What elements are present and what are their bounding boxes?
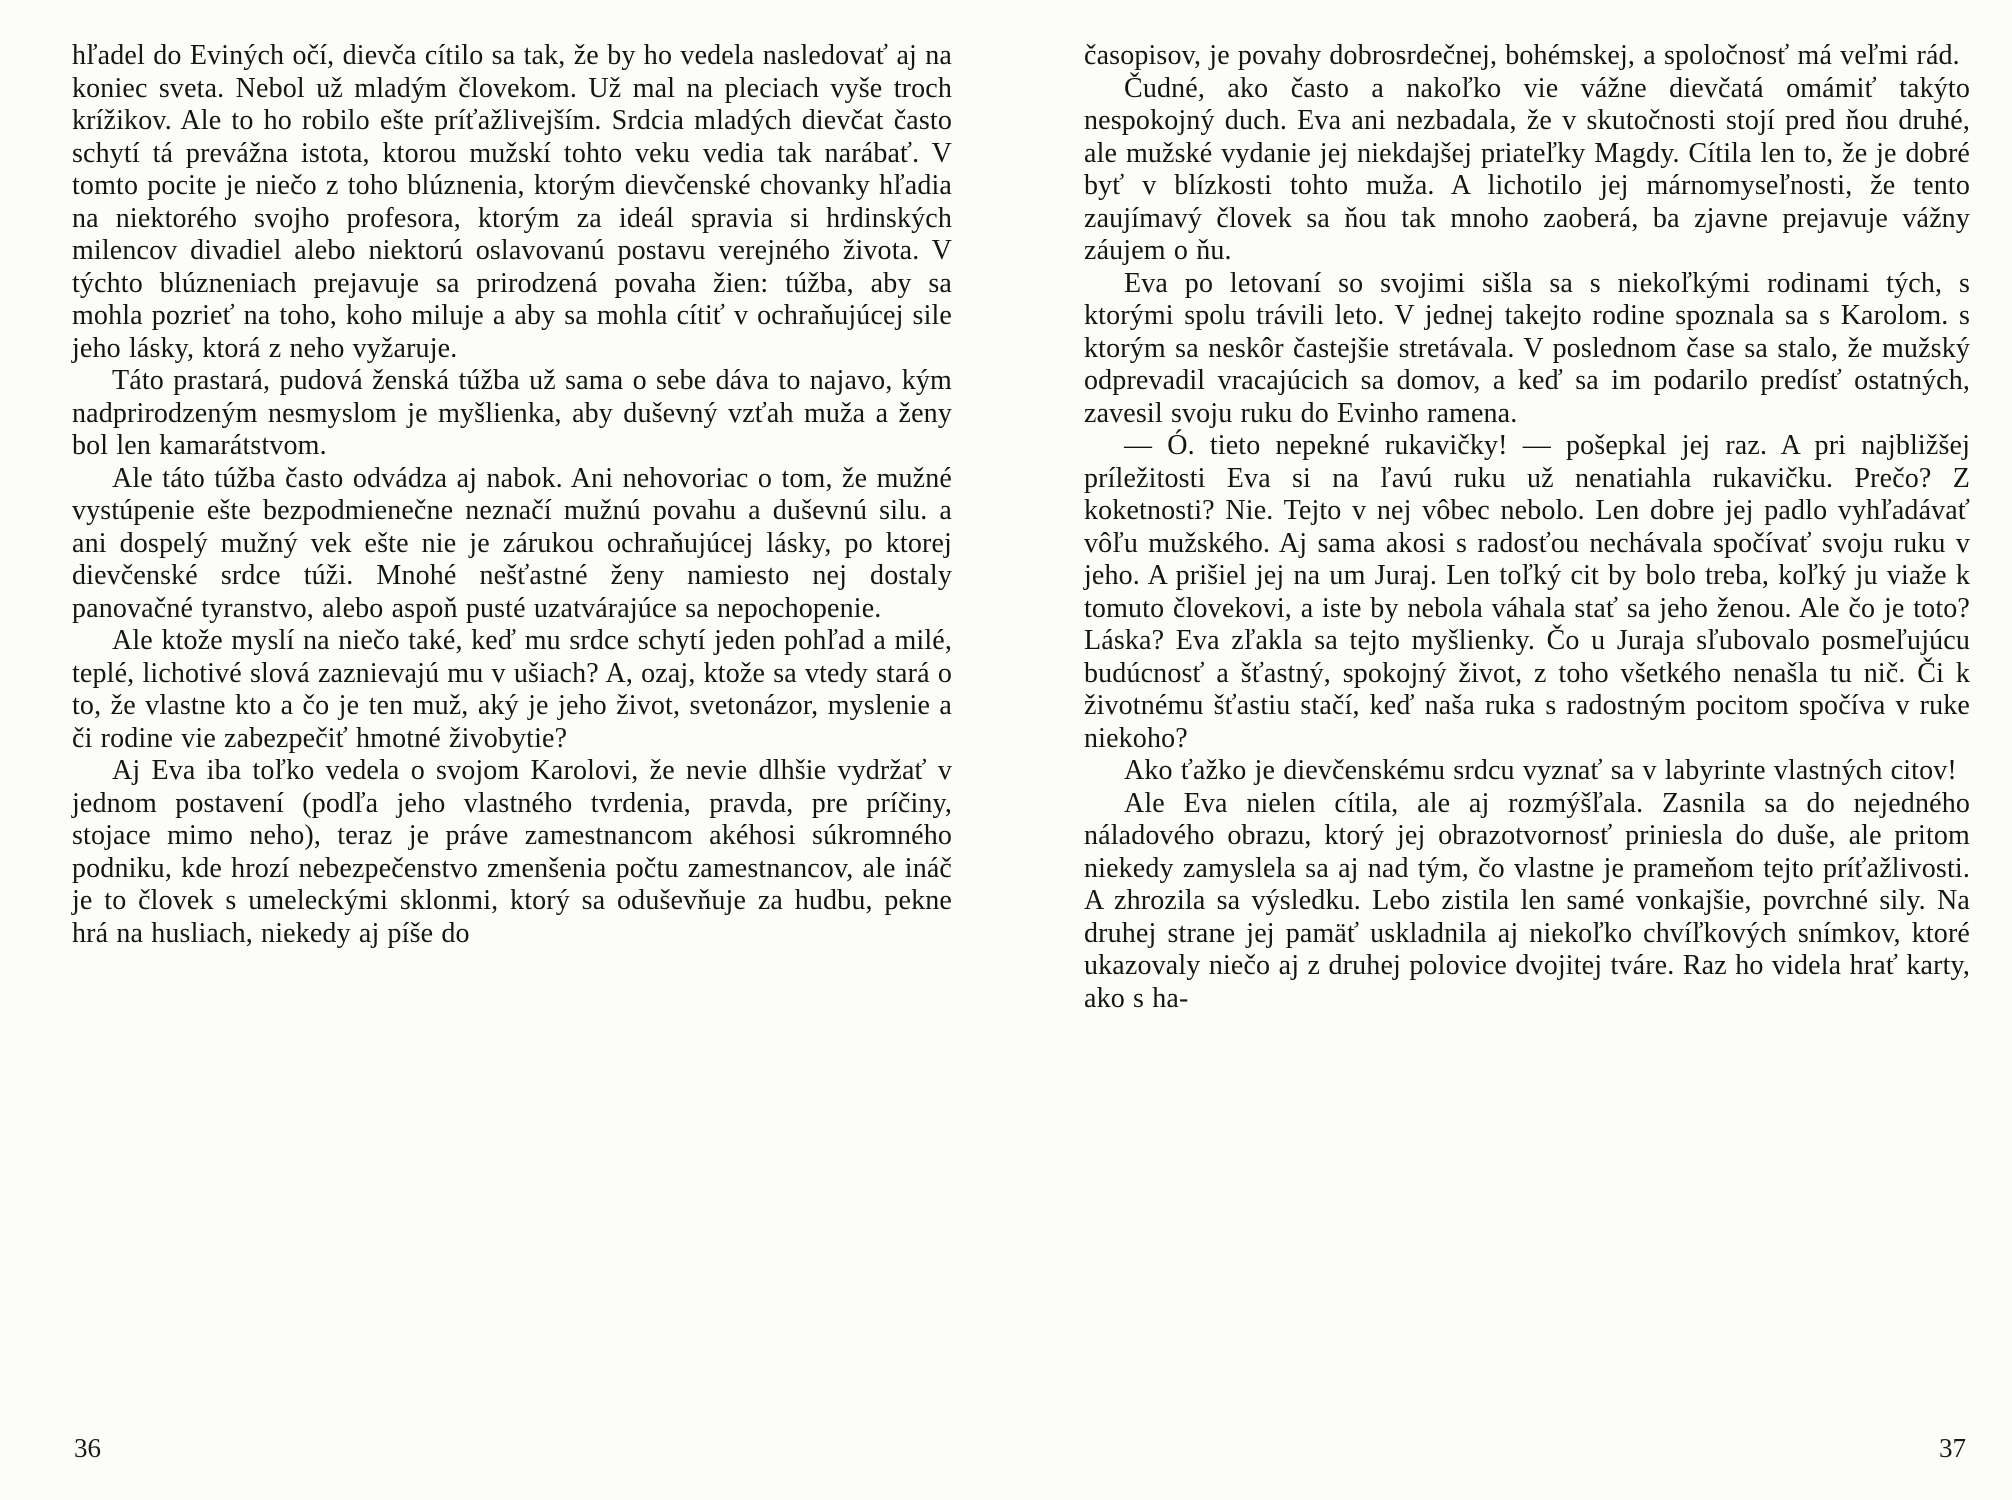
page-left-text [72,40,952,950]
paragraph: Táto prastará, pudová ženská túžba už sama o sebe dáva to najavo, kým nadprirodzeným nesmyslom je myšlienka, aby duševný vzťah muža a ženy bol len kamarátstvom. [72,365,952,461]
paragraph: Ale Eva nielen cítila, ale aj rozmýšľala. Zasnila sa do nejedného náladového obrazu, ktorý jej obrazotvornosť priniesla do duše, ale pritom niekedy zamyslela sa aj nad tým, čo vlastne je prameňom tejto príťažlivosti. A zhrozila sa výsledku. Lebo zistila len samé vonkajšie, povrchné sily. Na druhej strane jej pamäť uskladnila aj niekoľko chvíľkových snímkov, ktoré ukazovaly niečo aj z druhej polovice dvojitej tváre. Raz ho videla hrať karty, ako s ha- [1084,787,1970,1014]
page-right [1018,0,2012,1500]
paragraph: Aj Eva iba toľko vedela o svojom Karolovi, že nevie dlhšie vydržať v jednom postavení (podľa jeho vlastného tvrdenia, pravda, pre príčiny, stojace mimo neho), teraz je práve zamestnancom akéhosi súkromného podniku, kde hrozí nebezpečenstvo zmenšenia počtu zamestnancov, ale ináč je to človek s umeleckými sklonmi, ktorý sa oduševňuje za hudbu, pekne hrá na husliach, niekedy aj píše do [72,755,952,949]
paragraph: Eva po letovaní so svojimi sišla sa s niekoľkými rodinami tých, s ktorými spolu trávili leto. V jednej takejto rodine spoznala sa s Karolom. s ktorým sa neskôr častejšie stretávala. V poslednom čase sa stalo, že mužský odprevadil vracajúcich sa domov, a keď sa im podarilo predísť ostatných, zavesil svoju ruku do Evinho ramena. [1084,267,1970,429]
paragraph: Ale táto túžba často odvádza aj nabok. Ani nehovoriac o tom, že mužné vystúpenie ešte bezpodmienečne neznačí mužnú povahu a duševnú silu. a ani dospelý mužný vek ešte nie je zárukou ochraňujúcej lásky, po ktorej dievčenské srdce túži. Mnohé nešťastné ženy namiesto nej dostaly panovačné tyranstvo, alebo aspoň pusté uzatvárajúce sa nepochopenie. [72,462,952,624]
paragraph: Ale ktože myslí na niečo také, keď mu srdce schytí jeden pohľad a milé, teplé, lichotivé slová zaznievajú mu v ušiach? A, ozaj, ktože sa vtedy stará o to, že vlastne kto a čo je ten muž, aký je jeho život, svetonázor, myslenie a či rodine vie zabezpečiť hmotné živobytie? [72,625,952,754]
paragraph: časopisov, je povahy dobrosrdečnej, bohémskej, a spoločnosť má veľmi rád. [1084,40,1960,71]
paragraph: — Ó. tieto nepekné rukavičky! — pošepkal jej raz. A pri najbližšej príležitosti Eva si na ľavú ruku už nenatiahla rukavičku. Prečo? Z koketnosti? Nie. Tejto v nej vôbec nebolo. Len dobre jej padlo vyhľadávať vôľu mužského. Aj sama akosi s radosťou nechávala spočívať svoju ruku v jeho. A prišiel jej na um Juraj. Len toľký cit by bolo treba, koľký ju viaže k tomuto človekovi, a iste by nebola váhala stať sa jeho ženou. Ale čo je toto? Láska? Eva zľakla sa tejto myšlienky. Čo u Juraja sľubovalo posmeľujúcu budúcnosť a šťastný, spokojný život, z toho všetkého nenašla tu nič. Či k životnému šťastiu stačí, keď naša ruka s radostným pocitom spočíva v ruke niekoho? [1084,430,1970,754]
page-right-text [1084,40,1970,1015]
paragraph: Čudné, ako často a nakoľko vie vážne dievčatá omámiť takýto nespokojný duch. Eva ani nezbadala, že v skutočnosti stojí pred ňou druhé, ale mužské vydanie jej niekdajšej priateľky Magdy. Cítila len to, že je dobré byť v blízkosti tohto muža. A lichotilo jej márnomyseľnosti, že tento zaujímavý človek sa ňou tak mnoho zaoberá, ba zjavne prejavuje vážny záujem o ňu. [1084,72,1970,266]
page-number-left: 36 [74,1433,101,1463]
paragraph: Ako ťažko je dievčenskému srdcu vyznať sa v labyrinte vlastných citov! [1124,755,1957,786]
paragraph: hľadel do Eviných očí, dievča cítilo sa tak, že by ho vedela nasledovať aj na koniec sveta. Nebol už mladým človekom. Už mal na pleciach vyše troch krížikov. Ale to ho robilo ešte príťažlivejším. Srdcia mladých dievčat často schytí tá prevážna istota, ktorou mužskí tohto veku vedia tak narábať. V tomto pocite je niečo z toho blúznenia, ktorým dievčenské chovanky hľadia na niektorého svojho profesora, ktorým za ideál spravia si hrdinských milencov divadiel alebo niektorú oslavovanú postavu verejného života. V týchto blúzneniach prejavuje sa prirodzená povaha žien: túžba, aby sa mohla pozrieť na toho, koho miluje a aby sa mohla cítiť v ochraňujúcej sile jeho lásky, ktorá z neho vyžaruje. [72,40,952,364]
page-number-right: 37 [1939,1433,1966,1463]
